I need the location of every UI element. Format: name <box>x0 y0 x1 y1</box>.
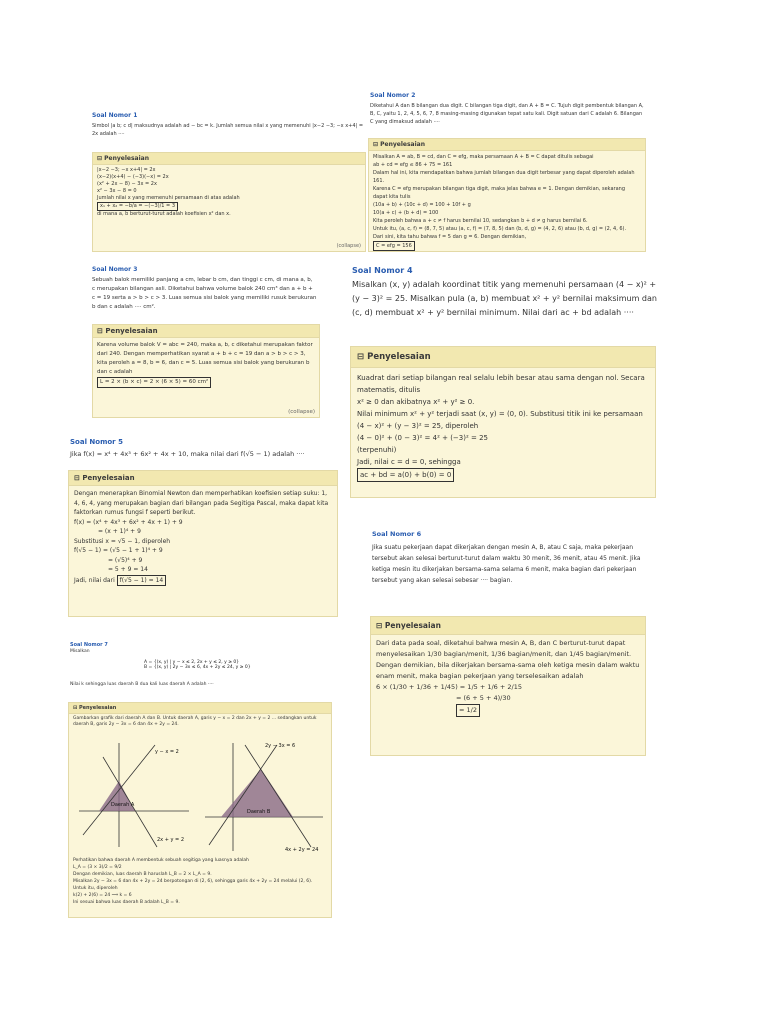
soal-1-title: Soal Nomor 1 <box>92 112 138 119</box>
soal-4-card <box>352 266 657 320</box>
soal-7-solution-header[interactable]: ⊟ Penyelesaian <box>69 703 331 714</box>
soal-5-solution <box>68 470 338 617</box>
solution-line: Substitusi x = √5 − 1, diperoleh <box>74 537 171 545</box>
solution-line: L_A = (3 × 3)/2 = 9/2 <box>73 865 122 870</box>
solution-line: = 5 + 9 = 14 <box>108 566 148 573</box>
soal-7-question: Misalkan <box>70 649 90 654</box>
soal-2-solution-header[interactable]: ⊟ Penyelesaian <box>369 139 645 151</box>
soal-2-solution <box>368 138 646 252</box>
soal-1-solution <box>92 152 366 252</box>
soal-7-title: Soal Nomor 7 <box>70 642 108 648</box>
solution-answer: = 1/2 <box>456 704 480 717</box>
solution-line: Dengan demikian, bila dikerjakan bersama-sama oleh ketiga mesin dalam waktu enam menit, maka bagian pekerjaan yang terselesaikan adalah <box>376 661 640 680</box>
soal-7-set-b: B = {(x, y) | 2y − 3x ≤ 6, 4x + 2y ≤ 24, y ≥ 0} <box>144 665 251 670</box>
solution-header-label: Penyelesaian <box>105 327 158 335</box>
soal-4-question: Misalkan (x, y) adalah koordinat titik yang memenuhi persamaan (4 − x)² + (y − 3)² = 25. Misalkan pula (a, b) membuat x² + y² bernilai maksimum dan (c, d) membuat x² + y² bernilai minimum. Nilai dari ac + bd adalah ···· <box>352 280 657 317</box>
soal-3-question: Sebuah balok memiliki panjang a cm, lebar b cm, dan tinggi c cm, di mana a, b, c merupakan bilangan asli. Diketahui bahwa volume balok 240 cm³ dan a + b + c = 19 serta a > b > c > 3. Luas semua sisi balok yang memiliki rusuk berukuran b dan c adalah ···· cm². <box>92 277 317 310</box>
solution-header-label: Penyelesaian <box>384 621 441 630</box>
soal-5-card <box>70 438 338 459</box>
solution-line: 6 × (1/30 + 1/36 + 1/45) = 1/5 + 1/6 + 2/15 <box>376 683 522 691</box>
solution-answer: f(√5 − 1) = 14 <box>117 575 167 587</box>
solution-line: = (6 + 5 + 4)/30 <box>456 694 511 702</box>
soal-2-question: Diketahui A dan B bilangan dua digit. C bilangan tiga digit, dan A + B = C. Tujuh digit pembentuk bilangan A, B, C, yaitu 1, 2, 4, 5, 6, 7, 8 masing-masing digunakan tepat satu kali. Digit satuan dari C adalah 6. Bilangan C yang dimaksud adalah ···· <box>370 103 644 125</box>
line-b1-label: 2y − 3x = 6 <box>265 743 296 749</box>
solution-answer: x₁ + x₂ = −b/a = −(−3)/1 = 3 <box>97 202 178 211</box>
soal-1-question: Simbol |a b; c d| maksudnya adalah ad − bc = k. Jumlah semua nilai x yang memenuhi |x−2 −3; −x x+4| = 2x adalah ···· <box>92 123 364 137</box>
solution-line: x² ≥ 0 dan akibatnya x² + y² ≥ 0. <box>357 398 475 406</box>
solution-line: (x² + 2x − 8) − 3x = 2x <box>97 181 157 187</box>
graph-daerah-b <box>201 737 327 855</box>
soal-6-card <box>372 530 644 586</box>
soal-5-question: Jika f(x) = x⁴ + 4x³ + 6x² + 4x + 10, maka nilai dari f(√5 − 1) adalah ···· <box>70 450 305 458</box>
solution-line: ab + cd = efg ≤ 86 + 75 = 161 <box>373 162 453 168</box>
solution-line: Karena volume balok V = abc = 240, maka a, b, c diketahui merupakan faktor dari 240. Dengan memperhatikan syarat a + b + c = 19 dan a > b > c > 3, <box>97 342 313 357</box>
solution-line: = (x + 1)⁴ + 9 <box>98 528 141 535</box>
solution-line: Kita peroleh bahwa a + c ≠ f harus bernilai 10, sedangkan b + d ≠ g harus bernilai 6. <box>373 218 588 224</box>
soal-6-solution <box>370 616 646 756</box>
soal-5-solution-header[interactable]: ⊟ Penyelesaian <box>69 471 337 486</box>
solution-line: Dalam hal ini, kita mendapatkan bahwa jumlah bilangan dua digit terbesar yang dapat diperoleh adalah 161. <box>373 170 635 184</box>
solution-line: Karena C = efg merupakan bilangan tiga digit, maka jelas bahwa e = 1. Dengan demikian, sekarang dapat kita tulis <box>373 186 625 200</box>
solution-line: Perhatikan bahwa daerah A membentuk sebuah segitiga yang luasnya adalah <box>73 858 249 863</box>
solution-header-label: Penyelesaian <box>78 705 117 711</box>
soal-1-card <box>92 112 364 138</box>
solution-answer: L = 2 × (b × c) = 2 × (6 × 5) = 60 cm² <box>97 377 211 388</box>
soal-4-solution-header[interactable]: ⊟ Penyelesaian <box>351 347 655 368</box>
solution-answer: ac + bd = a(0) + b(0) = 0 <box>357 468 454 482</box>
solution-answer: C = efg = 156 <box>373 241 415 251</box>
soal-6-question: Jika suatu pekerjaan dapat dikerjakan dengan mesin A, B, atau C saja, maka pekerjaan tersebut akan selesai berturut-turut dalam waktu 30 menit, 36 menit, atau 45 menit. Jika ketiga mesin itu dikerjakan bersama-sama selama 6 menit, maka bagian dari pekerjaan tersebut yang akan selesai sebesar ···· bagian. <box>372 544 641 584</box>
solution-line: Untuk itu, (a, c, f) = (8, 7, 5) atau (a, c, f) = (7, 8, 5) dan (b, d, g) = (4, 2, 6) atau (b, d, g) = (2, 4, 6). <box>373 226 627 232</box>
solution-line: Dari data pada soal, diketahui bahwa mesin A, B, dan C berturut-turut dapat menyelesaikan 1/30 bagian/menit, 1/36 bagian/menit, dan 1/45 bagian/menit. <box>376 639 632 658</box>
solution-header-label: Penyelesaian <box>367 352 431 362</box>
solution-line: x² − 3x − 8 = 0 <box>97 188 137 194</box>
graph-daerah-a <box>75 737 193 851</box>
solution-header-label: Penyelesaian <box>104 155 149 162</box>
line-b2-label: 4x + 2y = 24 <box>285 847 319 853</box>
soal-7-question-2: Nilai k sehingga luas daerah B dua kali luas daerah A adalah ···· <box>70 682 214 687</box>
solution-line: Jumlah nilai x yang memenuhi persamaan di atas adalah <box>97 195 240 201</box>
soal-4-title: Soal Nomor 4 <box>352 266 413 275</box>
soal-3-title: Soal Nomor 3 <box>92 266 138 273</box>
soal-3-solution-header[interactable]: ⊟ Penyelesaian <box>93 325 319 338</box>
soal-7-intro: Gambarkan grafik dari daerah A dan B. Untuk daerah A, garis y − x = 2 dan 2x + y = 2 ... sedangkan untuk daerah B, garis 2y − 3x = 6 dan 4x + 2y = 24. <box>73 716 317 727</box>
line-a1-label: y − x = 2 <box>155 749 179 755</box>
soal-3-card <box>92 266 317 312</box>
solution-line: Nilai minimum x² + y² terjadi saat (x, y) = (0, 0). Substitusi titik ini ke persamaan (4 − x)² + (y − 3)² = 25, diperoleh <box>357 410 643 430</box>
soal-7-card <box>70 642 330 687</box>
line-a2-label: 2x + y = 2 <box>157 837 185 843</box>
solution-line: di mana a, b berturut-turut adalah koefisien x² dan x. <box>97 211 231 217</box>
region-a-label: Daerah A <box>111 802 135 808</box>
solution-line: |x−2 −3; −x x+4| = 2x <box>97 167 156 173</box>
soal-2-title: Soal Nomor 2 <box>370 92 416 99</box>
solution-line: Dari sini, kita tahu bahwa f = 5 dan g = 6. Dengan demikian, <box>373 234 527 240</box>
solution-line: = (√5)⁴ + 9 <box>108 556 143 564</box>
soal-1-solution-header[interactable]: ⊟ Penyelesaian <box>93 153 365 165</box>
solution-line: f(√5 − 1) = (√5 − 1 + 1)⁴ + 9 <box>74 547 163 554</box>
solution-line: Misalkan 2y − 3x = 6 dan 4x + 2y = 24 berpotongan di (2, 6), sehingga garis 4x + 2y = 24 melalui (2, 6). Untuk itu, diperoleh <box>73 879 313 891</box>
solution-line: kita peroleh a = 8, b = 6, dan c = 5. Luas semua sisi balok yang berukuran b dan c adalah <box>97 360 310 375</box>
soal-5-title: Soal Nomor 5 <box>70 438 123 446</box>
solution-line: Dengan demikian, luas daerah B haruslah L_B = 2 × L_A = 9. <box>73 872 212 877</box>
soal-2-card <box>370 92 645 126</box>
solution-line: (x−2)(x+4) − (−3)(−x) = 2x <box>97 174 169 180</box>
solution-line: Dengan menerapkan Binomial Newton dan memperhatikan koefisien setiap suku: 1, 4, 6, 4, yang merupakan bagian dari bilangan pada Segitiga Pascal, maka dapat kita faktorkan rumus fungsi f seperti berikut. <box>74 490 329 516</box>
soal-3-solution <box>92 324 320 418</box>
solution-line: f(x) = (x⁴ + 4x³ + 6x² + 4x + 1) + 9 <box>74 518 183 526</box>
soal-4-solution <box>350 346 656 498</box>
solution-header-label: Penyelesaian <box>82 474 135 482</box>
collapse-link[interactable]: (collapse) <box>336 243 361 249</box>
soal-6-title: Soal Nomor 6 <box>372 530 422 538</box>
solution-line: (10a + b) + (10c + d) = 100 + 10f + g <box>373 202 471 208</box>
soal-6-solution-header[interactable]: ⊟ Penyelesaian <box>371 617 645 635</box>
solution-line: (4 − 0)² + (0 − 3)² = 4² + (−3)² = 25 <box>357 434 488 442</box>
soal-7-set-a: A = {(x, y) | y − x ≤ 2, 2x + y ≤ 2, y ≥ 0} <box>144 660 240 665</box>
collapse-link[interactable]: (collapse) <box>288 409 315 415</box>
soal-7-solution <box>68 702 332 918</box>
solution-line: Ini sesuai bahwa luas daerah B adalah L_B = 9. <box>73 900 180 905</box>
solution-line: (terpenuhi) <box>357 446 397 454</box>
region-b-label: Daerah B <box>247 809 271 815</box>
solution-line: k(2) + 2(6) = 24 ⟹ k = 6 <box>73 893 132 898</box>
solution-header-label: Penyelesaian <box>380 141 425 148</box>
solution-line: Kuadrat dari setiap bilangan real selalu lebih besar atau sama dengan nol. Secara matematis, ditulis <box>357 374 645 394</box>
solution-line: Jadi, nilai dari <box>74 576 115 584</box>
solution-line: Misalkan A = ab, B = cd, dan C = efg, maka persamaan A + B = C dapat ditulis sebagai <box>373 154 594 160</box>
solution-line: 10(a + c) + (b + d) = 100 <box>373 210 439 216</box>
solution-line: Jadi, nilai c = d = 0, sehingga <box>357 458 461 466</box>
